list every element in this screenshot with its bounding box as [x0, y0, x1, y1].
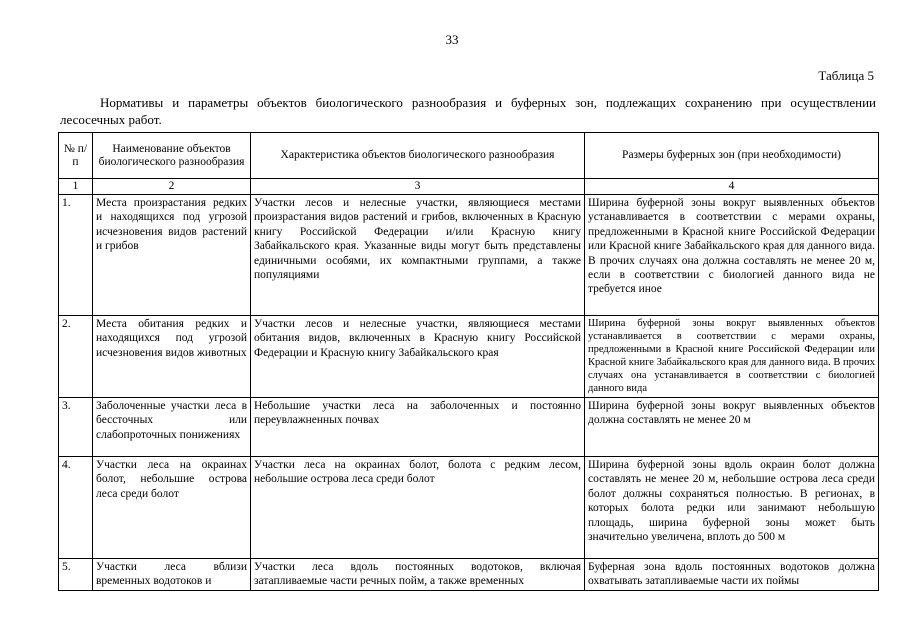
column-number-row — [59, 179, 879, 195]
object-name: Участки леса вблизи временных водотоков и — [93, 559, 251, 591]
header-row — [59, 133, 879, 179]
object-name: Места обитания редких и находящихся под угрозой исчезновения видов животных — [93, 316, 251, 398]
buffer-zone: Ширина буферной зоны вокруг выявленных объектов должна составлять не менее 20 м — [585, 398, 879, 457]
object-characteristic: Небольшие участки леса на заболоченных и постоянно переувлажненных почвах — [251, 398, 585, 457]
table-row — [59, 316, 879, 398]
column-number: 4 — [585, 179, 879, 195]
object-name: Заболоченные участки леса в бессточных или слабопроточных понижениях — [93, 398, 251, 457]
table-row — [59, 398, 879, 457]
row-number: 5. — [59, 559, 93, 591]
object-name: Места произрастания редких и находящихся под угрозой исчезновения видов растений и грибов — [93, 195, 251, 316]
header-cell-buffer: Размеры буферных зон (при необходимости) — [585, 133, 879, 179]
table-row — [59, 559, 879, 591]
table-row — [59, 457, 879, 559]
row-number: 1. — [59, 195, 93, 316]
column-number: 1 — [59, 179, 93, 195]
buffer-zone: Буферная зона вдоль постоянных водотоков должна охватывать затапливаемые части их поймы — [585, 559, 879, 591]
row-number: 4. — [59, 457, 93, 559]
row-number: 3. — [59, 398, 93, 457]
header-cell-num: № п/п — [59, 133, 93, 179]
object-characteristic: Участки леса на окраинах болот, болота с редким лесом, небольшие острова леса среди болот — [251, 457, 585, 559]
column-number: 2 — [93, 179, 251, 195]
header-cell-name: Наименование объектов биологического разнообразия — [93, 133, 251, 179]
object-name: Участки леса на окраинах болот, небольшие острова леса среди болот — [93, 457, 251, 559]
table-label: Таблица 5 — [818, 68, 874, 83]
table-row — [59, 195, 879, 316]
object-characteristic: Участки лесов и нелесные участки, являющиеся местами произрастания видов растений и грибов, включенных в Красную книгу Российской Федерации и/или Красную книгу Забайкальского края. Указанные виды могут быть представлены единичными особями, их компактными группами, а также популяциями — [251, 195, 585, 316]
table-caption: Нормативы и параметры объектов биологического разнообразия и буферных зон, подлежащих сохранению при осуществлении лесосечных работ. — [60, 95, 876, 127]
row-number: 2. — [59, 316, 93, 398]
page-number: 33 — [445, 32, 459, 47]
object-characteristic: Участки лесов и нелесные участки, являющиеся местами обитания видов, включенных в Красную книгу Российской Федерации и Красную книгу Забайкальского края — [251, 316, 585, 398]
buffer-zone: Ширина буферной зоны вокруг выявленных объектов устанавливается в соответствии с мерами охраны, предложенными в Красной книге Российской Федерации или Красной книге Забайкальского края для данного вида. В прочих случаях она устанавливается в соответствии с биологией данного вида — [585, 316, 879, 398]
biodiversity-table — [58, 132, 879, 591]
header-cell-characteristic: Характеристика объектов биологического разнообразия — [251, 133, 585, 179]
column-number: 3 — [251, 179, 585, 195]
object-characteristic: Участки леса вдоль постоянных водотоков, включая затапливаемые части речных пойм, а также временных — [251, 559, 585, 591]
buffer-zone: Ширина буферной зоны вдоль окраин болот должна составлять не менее 20 м, небольшие острова леса среди болот должны сохраняться полностью. В регионах, в которых болота редки или занимают небольшую площадь, ширина буферной зоны может быть значительно увеличена, вплоть до 500 м — [585, 457, 879, 559]
buffer-zone: Ширина буферной зоны вокруг выявленных объектов устанавливается в соответствии с мерами охраны, предложенными в Красной книге Российской Федерации или Красной книге Забайкальского края для данного вида. В прочих случаях она должна составлять не менее 20 м, если в соответствии с биологией данного вида не требуется иное — [585, 195, 879, 316]
